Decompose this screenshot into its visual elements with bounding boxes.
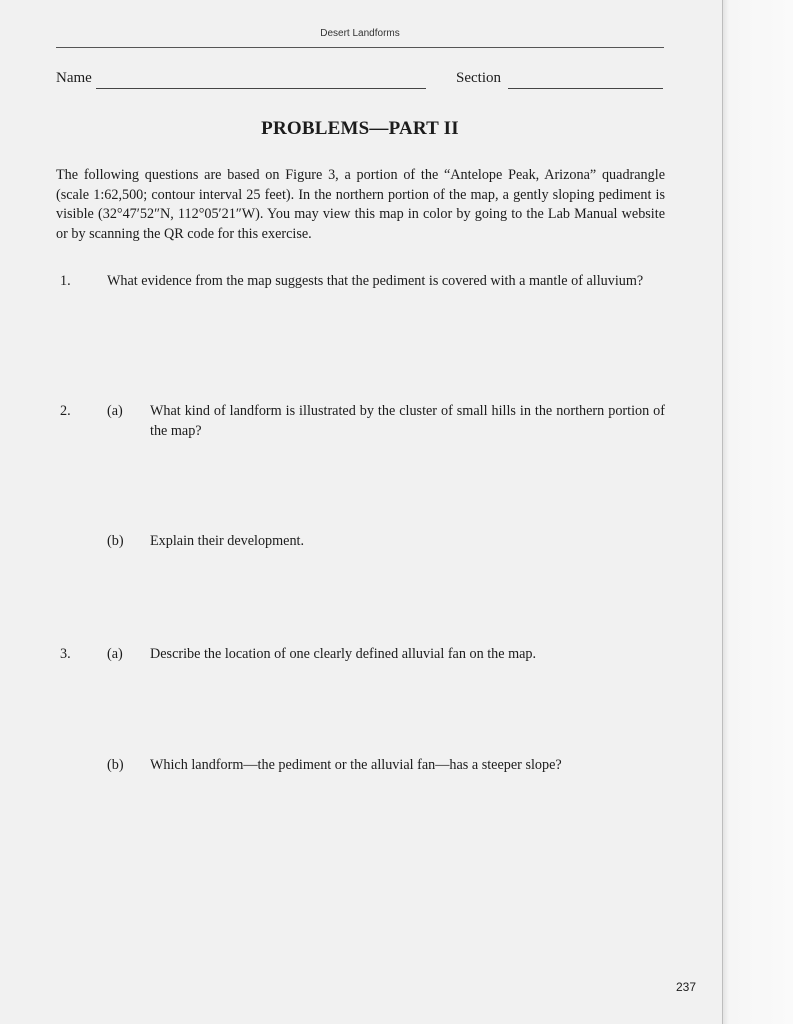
question-3-number: 3. — [60, 646, 71, 662]
question-2-number: 2. — [60, 403, 71, 419]
question-3a-part: (a) — [107, 646, 123, 662]
question-2a-text: What kind of landform is illustrated by the cluster of small hills in the northern portion of the map? — [150, 403, 665, 439]
question-3b-part: (b) — [107, 757, 124, 773]
question-number: 1. — [60, 273, 71, 289]
question-3a-text: Describe the location of one clearly defined alluvial fan on the map. — [150, 646, 537, 662]
section-field[interactable] — [508, 87, 663, 89]
page-edge-shadow — [722, 0, 793, 1024]
question-2a-part: (a) — [107, 403, 123, 419]
name-label: Name — [56, 70, 92, 86]
question-1-text: What evidence from the map suggests that the pediment is covered with a mantle of alluvium? — [107, 273, 644, 289]
page-number: 237 — [676, 980, 697, 994]
section-label: Section — [456, 70, 501, 86]
name-field[interactable] — [96, 87, 426, 89]
intro-paragraph: The following questions are based on Figure 3, a portion of the “Antelope Peak, Arizona” quadrangle (scale 1:62,500; contour interval 25 feet). In the northern portion of the map, a gently sloping pediment is visible (32°47′52″N, 112°05′21″W). You may view this map in color by going to the Lab Manual website or by scanning the QR code for this exercise. — [56, 167, 665, 242]
question-2b-part: (b) — [107, 533, 124, 549]
header-rule — [56, 47, 664, 48]
question-2b-text: Explain their development. — [150, 533, 305, 549]
question-3b-text: Which landform—the pediment or the alluvial fan—has a steeper slope? — [150, 757, 562, 773]
running-header: Desert Landforms — [320, 28, 400, 39]
page-title: PROBLEMS—PART II — [261, 118, 459, 139]
